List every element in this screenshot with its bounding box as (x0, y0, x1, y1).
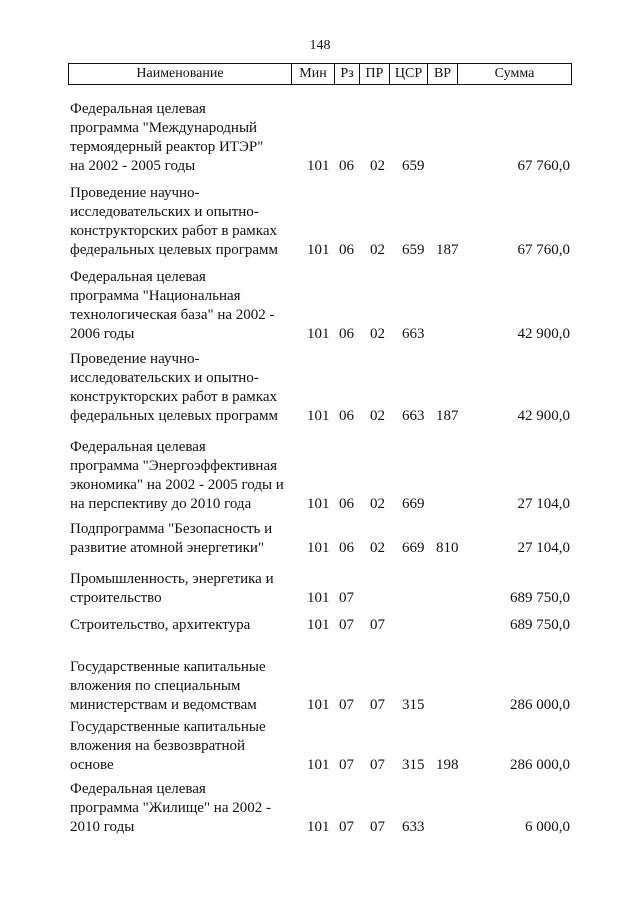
row-min: 101 (307, 496, 330, 512)
row-name: Федеральная целевая программа "Энергоэффективная экономика" на 2002 - 2005 годы и на перспективу до 2010 года (70, 439, 284, 512)
row-rz: 07 (339, 757, 354, 773)
row-min: 101 (307, 590, 330, 606)
row-pr: 02 (370, 158, 385, 174)
row-pr: 02 (370, 242, 385, 258)
row-codes (0, 495, 640, 514)
row-min: 101 (307, 540, 330, 556)
row-name: Строительство, архитектура (70, 617, 251, 633)
row-name: Государственные капитальные вложения по специальным министерствам и ведомствам (70, 659, 266, 713)
row-name: Проведение научно- исследовательских и опытно- конструкторских работ в рамках федеральных целевых программ (70, 185, 279, 258)
row-name: Промышленность, энергетика и строительство (70, 571, 274, 606)
header-sum: Сумма (494, 66, 535, 81)
row-codes (0, 589, 640, 608)
table-header (68, 63, 572, 85)
row-codes (0, 407, 640, 426)
header-name: Наименование (69, 64, 292, 84)
row-min: 101 (307, 697, 330, 713)
row-vr: 187 (436, 242, 459, 258)
row-pr: 02 (370, 540, 385, 556)
row-csr: 659 (402, 242, 425, 258)
header-rz: Рз (335, 64, 360, 84)
row-rz: 06 (339, 540, 354, 556)
row-min: 101 (307, 819, 330, 835)
header-csr: ЦСР (390, 64, 428, 84)
row-sum: 689 750,0 (510, 617, 570, 633)
row-rz: 06 (339, 496, 354, 512)
row-codes (0, 756, 640, 775)
row-sum: 42 900,0 (517, 326, 570, 342)
row-pr: 02 (370, 326, 385, 342)
row-rz: 06 (339, 326, 354, 342)
row-csr: 315 (402, 697, 425, 713)
row-min: 101 (307, 617, 330, 633)
row-vr: 810 (436, 540, 459, 556)
row-pr: 02 (370, 408, 385, 424)
row-pr: 07 (370, 757, 385, 773)
row-min: 101 (307, 242, 330, 258)
row-codes (0, 157, 640, 176)
row-name: Проведение научно- исследовательских и опытно- конструкторских работ в рамках федеральных целевых программ (70, 351, 279, 424)
row-vr: 198 (436, 757, 459, 773)
row-codes (0, 539, 640, 558)
row-sum: 67 760,0 (517, 158, 570, 174)
row-pr: 07 (370, 617, 385, 633)
row-csr: 669 (402, 540, 425, 556)
row-min: 101 (307, 757, 330, 773)
row-min: 101 (307, 326, 330, 342)
row-codes (0, 241, 640, 260)
row-vr: 187 (436, 408, 459, 424)
row-name: Федеральная целевая программа "Международный термоядерный реактор ИТЭР" на 2002 - 2005 годы (70, 101, 264, 174)
row-sum: 6 000,0 (525, 819, 570, 835)
row-csr: 659 (402, 158, 425, 174)
header-pr: ПР (360, 64, 390, 84)
row-name: Федеральная целевая программа "Национальная технологическая база" на 2002 - 2006 годы (70, 269, 275, 342)
row-rz: 06 (339, 408, 354, 424)
row-codes (0, 818, 640, 837)
row-rz: 07 (339, 590, 354, 606)
row-pr: 02 (370, 496, 385, 512)
row-rz: 07 (339, 819, 354, 835)
row-name: Государственные капитальные вложения на безвозвратной основе (70, 719, 266, 773)
row-csr: 633 (402, 819, 425, 835)
row-sum: 67 760,0 (517, 242, 570, 258)
row-sum: 286 000,0 (510, 697, 570, 713)
row-rz: 06 (339, 242, 354, 258)
row-codes (0, 325, 640, 344)
row-min: 101 (307, 408, 330, 424)
row-name: Подпрограмма "Безопасность и развитие атомной энергетики" (70, 521, 273, 556)
row-min: 101 (307, 158, 330, 174)
row-rz: 07 (339, 617, 354, 633)
page-number: 148 (309, 38, 331, 53)
header-min: Мин (292, 64, 335, 84)
row-pr: 07 (370, 697, 385, 713)
row-sum: 27 104,0 (517, 540, 570, 556)
row-codes (0, 616, 640, 635)
row-csr: 663 (402, 408, 425, 424)
row-sum: 689 750,0 (510, 590, 570, 606)
row-sum: 42 900,0 (517, 408, 570, 424)
row-csr: 663 (402, 326, 425, 342)
row-rz: 06 (339, 158, 354, 174)
row-name: Федеральная целевая программа "Жилище" на 2002 - 2010 годы (70, 781, 271, 835)
row-rz: 07 (339, 697, 354, 713)
row-pr: 07 (370, 819, 385, 835)
row-csr: 315 (402, 757, 425, 773)
row-sum: 286 000,0 (510, 757, 570, 773)
row-csr: 669 (402, 496, 425, 512)
row-sum: 27 104,0 (517, 496, 570, 512)
row-codes (0, 696, 640, 715)
header-vr: ВР (428, 64, 458, 84)
